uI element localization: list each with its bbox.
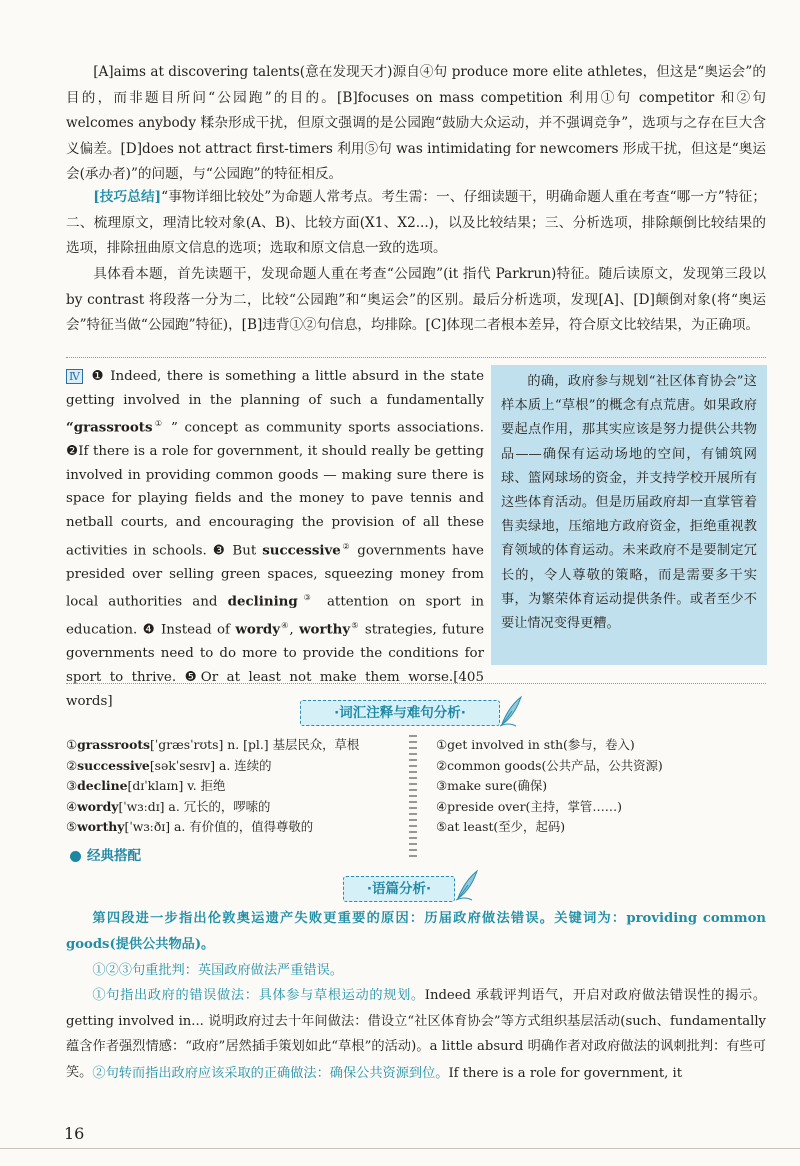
bullet-icon <box>70 851 81 862</box>
vocab-item: ②successive[səkˈsesɪv] a. 连续的 <box>66 757 272 773</box>
column-divider <box>409 735 417 857</box>
analysis-point-1: ①句指出政府的错误做法：具体参与草根运动的规划。Indeed 承载评判语气，开启对政府做法错误性的揭示。getting involved in... 说明政府过去十年间做法：借设立“社区体育协会”等方式组织基层活动(such、fundamentally 蕴含作者强烈情感：“政府”居然插手策划如此“草根”的活动)。a little absurd 明确作者对政府做法的讽刺批判：有些可笑。 <box>66 988 767 1080</box>
vocab-list-left <box>66 735 359 838</box>
analysis-section-header: ·语篇分析· <box>343 876 455 902</box>
analysis-subheading: ①②③句重批判：英国政府做法严重错误。 <box>92 963 343 978</box>
vocab-item: ④wordy[ˈwɜːdɪ] a. 冗长的，啰嗦的 <box>66 798 271 814</box>
phrase-item: ④preside over(主持，掌管……) <box>436 798 622 814</box>
analysis-point-2: ②句转而指出政府应该采取的正确做法：确保公共资源到位。If there is a role for government, it <box>92 1066 683 1081</box>
option-analysis-paragraph: [A]aims at discovering talents(意在发现天才)源自④句 produce more elite athletes，但这是“奥运会”的目的，而非题目所问“公园跑”的目的。[B]focuses on mass competition 利用①句 competitor 和②句 welcomes anybody 糅杂形成干扰，但原文强调的是公园跑“鼓励大众运动，并不强调竞争”，选项与之存在巨大含义偏差。[D]does not attract first-timers 利用⑤句 was intimidating for newcomers 形成干扰，但这是“奥运会(承办者)”的问题，与“公园跑”的特征相反。 <box>66 64 766 182</box>
classic-collocation-label: 经典搭配 <box>70 844 141 864</box>
phrase-item: ③make sure(确保) <box>436 778 548 793</box>
tip-summary-paragraph: [技巧总结]“事物详细比较处”为命题人常考点。考生需：一、仔细读题干，明确命题人重在考查“哪一方”特征；二、梳理原文，理清比较对象(A、B)、比较方面(X1、X2...)，以及比较结果；三、分析选项，排除颠倒比较结果的选项，排除扭曲原文信息的选项；选取和原文信息一致的选项。 <box>66 189 766 256</box>
vocab-item: ⑤worthy[ˈwɜːðɪ] a. 有价值的，值得尊敬的 <box>66 819 314 834</box>
phrase-item: ②common goods(公共产品，公共资源) <box>436 757 663 773</box>
phrase-item: ①get involved in sth(参与，卷入) <box>436 737 635 752</box>
analysis-intro: 第四段进一步指出伦敦奥运遗产失败更重要的原因：历届政府做法错误。关键词为：providing common goods(提供公共物品)。 <box>66 911 766 952</box>
divider <box>66 357 766 358</box>
divider <box>66 683 766 684</box>
quill-icon <box>454 868 480 902</box>
vocab-item: ①grassroots[ˈgræsˈrʊts] n. [pl.] 基层民众，草根 <box>66 737 360 752</box>
vocab-section-header: ·词汇注释与难句分析· <box>300 700 500 726</box>
vocab-list-right <box>436 735 663 838</box>
tip-label: [技巧总结] <box>93 189 162 205</box>
passage-paragraph-4: Ⅳ ❶ Indeed, there is something a little absurd in the state getting involved in the planning of such a fundamentally “grassroots① ” concept as community sports associations. ❷If there is a role for government, it should really be getting involved in providing common goods — making sure there is space for playing fields and the money to pave tennis and netball courts, and encouraging the provision of all these activities in schools. ❸ But successive② governments have presided over selling green spaces, squeezing money from local authorities and declining③ attention on sport in education. ❹ Instead of wordy④, worthy⑤ strategies, future governments need to do more to provide the conditions for sport to thrive. ❺Or at least not make them worse.[405 words] <box>66 369 485 709</box>
paragraph-number: Ⅳ <box>66 369 83 384</box>
page-number: 16 <box>64 1124 85 1143</box>
page-bottom-edge <box>0 1148 800 1149</box>
specific-analysis-paragraph: 具体看本题，首先读题干，发现命题人重在考查“公园跑”(it 指代 Parkrun)特征。随后读原文，发现第三段以 by contrast 将段落一分为二，比较“公园跑”和“奥运会”的区别。最后分析选项，发现[A]、[D]颠倒对象(将“奥运会”特征当做“公园跑”特征)，[B]违背①②句信息，均排除。[C]体现二者根本差异，符合原文比较结果，为正确项。 <box>66 266 766 333</box>
chinese-translation-box: 的确，政府参与规划“社区体育协会”这样本质上“草根”的概念有点荒唐。如果政府要起点作用，那其实应该是努力提供公共物品——确保有运动场地的空间，有铺筑网球、篮网球场的资金，并支持学校开展所有这些体育活动。但是历届政府却一直掌管着售卖绿地，压缩地方政府资金，拒绝重视教育领域的体育运动。未来政府不是要制定冗长的，令人尊敬的策略，而是需要多干实事，为繁荣体育运动提供条件。或者至少不要让情况变得更糟。 <box>491 365 767 665</box>
quill-icon <box>498 694 524 728</box>
vocab-item: ③decline[dɪˈklaɪn] v. 拒绝 <box>66 778 226 793</box>
phrase-item: ⑤at least(至少，起码) <box>436 819 566 834</box>
